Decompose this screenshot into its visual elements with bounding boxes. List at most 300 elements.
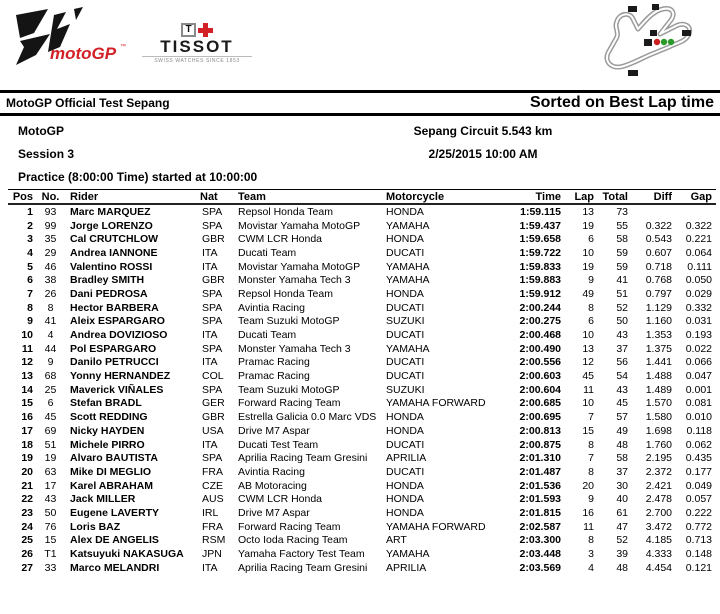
cell-nat: ITA: [202, 260, 218, 273]
sepang-circuit-map-icon: [594, 2, 716, 80]
tissot-mark-icon: [142, 22, 252, 38]
cell-gap: 0.031: [685, 315, 712, 328]
cell-lap: 13: [582, 342, 594, 355]
col-total: Total: [602, 190, 628, 203]
cell-rider: Pol ESPARGARO: [70, 342, 157, 355]
cell-total: 73: [616, 205, 628, 218]
cell-no: 17: [44, 479, 57, 492]
cell-time: 1:59.912: [519, 287, 561, 300]
cell-no: 19: [44, 452, 57, 465]
cell-gap: 0.050: [685, 274, 712, 287]
cell-pos: 26: [21, 548, 33, 561]
cell-lap: 6: [588, 315, 594, 328]
cell-rider: Andrea DOVIZIOSO: [70, 329, 168, 342]
cell-lap: 7: [588, 411, 594, 424]
cell-nat: SPA: [202, 452, 223, 465]
cell-gap: 0.081: [685, 397, 712, 410]
report-title: MotoGP Official Test Sepang: [6, 96, 170, 110]
cell-rider: Marc MARQUEZ: [70, 205, 151, 218]
cell-team: Movistar Yamaha MotoGP: [238, 260, 361, 273]
cell-team: Monster Yamaha Tech 3: [238, 274, 351, 287]
cell-no: 35: [44, 233, 57, 246]
cell-nat: SPA: [202, 342, 223, 355]
cell-motorcycle: YAMAHA FORWARD: [386, 520, 486, 533]
cell-total: 59: [616, 260, 628, 273]
datetime-label: 2/25/2015 10:00 AM: [428, 147, 538, 161]
cell-time: 2:00.603: [519, 370, 561, 383]
cell-lap: 45: [582, 370, 594, 383]
cell-total: 45: [616, 397, 628, 410]
motogp-logo-icon: [8, 5, 134, 77]
col-diff: Diff: [653, 190, 672, 203]
table-row: [8, 315, 716, 329]
cell-nat: SPA: [202, 301, 223, 314]
cell-gap: 0.332: [685, 301, 712, 314]
cell-no: 15: [44, 534, 57, 547]
cell-gap: 0.193: [685, 329, 712, 342]
cell-team: Monster Yamaha Tech 3: [238, 342, 351, 355]
cell-nat: SPA: [202, 219, 223, 232]
cell-nat: SPA: [202, 315, 223, 328]
cell-rider: Katsuyuki NAKASUGA: [70, 548, 184, 561]
cell-pos: 15: [21, 397, 33, 410]
table-row: [8, 369, 716, 383]
cell-lap: 8: [588, 438, 594, 451]
col-gap: Gap: [690, 190, 712, 203]
cell-pos: 3: [27, 233, 33, 246]
cell-diff: 0.768: [645, 274, 672, 287]
cell-rider: Aleix ESPARGARO: [70, 315, 165, 328]
cell-time: 2:01.310: [519, 452, 561, 465]
cell-team: Aprilia Racing Team Gresini: [238, 561, 368, 574]
col-team: Team: [238, 190, 266, 203]
practice-label: Practice (8:00:00 Time) started at 10:00:00: [18, 170, 258, 184]
cell-rider: Karel ABRAHAM: [70, 479, 154, 492]
cell-no: 99: [44, 219, 57, 232]
cell-motorcycle: HONDA: [386, 506, 424, 519]
cell-no: 93: [44, 205, 57, 218]
cell-time: 1:59.883: [519, 274, 561, 287]
cell-team: Repsol Honda Team: [238, 287, 333, 300]
table-row: [8, 451, 716, 465]
cell-total: 43: [616, 383, 628, 396]
cell-time: 2:00.490: [519, 342, 561, 355]
cell-team: Forward Racing Team: [238, 397, 341, 410]
cell-time: 2:01.487: [519, 465, 561, 478]
cell-gap: 0.118: [686, 424, 712, 437]
cell-team: Team Suzuki MotoGP: [238, 383, 340, 396]
cell-lap: 4: [588, 561, 594, 574]
cell-gap: 0.148: [685, 548, 712, 561]
cell-pos: 24: [21, 520, 33, 533]
cell-diff: 4.333: [645, 548, 672, 561]
cell-time: 2:00.468: [519, 329, 561, 342]
cell-lap: 10: [582, 246, 594, 259]
table-row: [8, 547, 716, 561]
table-row: [8, 479, 716, 493]
cell-team: Repsol Honda Team: [238, 205, 333, 218]
cell-no: 69: [44, 424, 57, 437]
cell-pos: 2: [27, 219, 33, 232]
cell-pos: 21: [21, 479, 33, 492]
cell-team: Pramac Racing: [238, 370, 310, 383]
cell-diff: 1.375: [645, 342, 672, 355]
cell-total: 37: [616, 465, 628, 478]
swiss-cross-icon: [198, 23, 213, 37]
cell-time: 2:03.569: [519, 561, 561, 574]
cell-gap: 0.010: [685, 411, 712, 424]
cell-lap: 11: [583, 520, 594, 533]
cell-gap: 0.022: [685, 342, 712, 355]
cell-team: Aprilia Racing Team Gresini: [238, 452, 368, 465]
cell-pos: 8: [27, 301, 33, 314]
cell-pos: 18: [21, 438, 33, 451]
cell-team: CWM LCR Honda: [238, 493, 323, 506]
table-row: [8, 287, 716, 301]
cell-pos: 27: [21, 561, 33, 574]
table-row: [8, 397, 716, 411]
cell-nat: ITA: [202, 561, 218, 574]
cell-nat: ITA: [202, 438, 218, 451]
cell-nat: FRA: [202, 520, 223, 533]
cell-lap: 7: [588, 452, 594, 465]
cell-no: 46: [44, 260, 57, 273]
cell-total: 56: [616, 356, 628, 369]
cell-motorcycle: HONDA: [386, 424, 424, 437]
table-row: [8, 410, 716, 424]
cell-no: 76: [44, 520, 57, 533]
table-header-row: [8, 189, 716, 205]
cell-diff: 1.488: [645, 370, 672, 383]
cell-lap: 3: [588, 548, 594, 561]
cell-motorcycle: DUCATI: [386, 301, 425, 314]
category-label: MotoGP: [18, 124, 64, 138]
cell-team: Drive M7 Aspar: [238, 506, 310, 519]
cell-no: 4: [47, 329, 54, 342]
cell-pos: 6: [27, 274, 33, 287]
cell-total: 43: [616, 329, 628, 342]
cell-diff: 4.454: [645, 561, 672, 574]
cell-total: 58: [616, 233, 628, 246]
cell-gap: 0.066: [685, 356, 712, 369]
col-lap: Lap: [574, 190, 594, 203]
cell-no: 26: [44, 287, 57, 300]
table-row: [8, 492, 716, 506]
cell-rider: Stefan BRADL: [70, 397, 142, 410]
cell-lap: 10: [582, 329, 594, 342]
cell-nat: IRL: [202, 506, 219, 519]
cell-rider: Marco MELANDRI: [70, 561, 160, 574]
cell-time: 2:01.593: [519, 493, 561, 506]
cell-motorcycle: APRILIA: [386, 452, 427, 465]
table-row: [8, 246, 716, 260]
cell-no: 6: [47, 397, 54, 410]
cell-lap: 15: [582, 424, 594, 437]
cell-pos: 13: [21, 370, 33, 383]
cell-lap: 8: [588, 534, 594, 547]
table-row: [8, 561, 716, 575]
cell-nat: GBR: [202, 411, 225, 424]
cell-pos: 9: [27, 315, 33, 328]
cell-time: 2:01.536: [519, 479, 561, 492]
cell-rider: Jack MILLER: [70, 493, 136, 506]
cell-team: AB Motoracing: [238, 479, 307, 492]
cell-total: 49: [616, 424, 628, 437]
cell-no: 41: [44, 315, 57, 328]
cell-no: 63: [44, 465, 57, 478]
cell-rider: Alex DE ANGELIS: [70, 534, 159, 547]
cell-pos: 22: [21, 493, 33, 506]
cell-total: 52: [616, 301, 628, 314]
cell-gap: 0.222: [685, 506, 712, 519]
cell-diff: 1.580: [645, 411, 672, 424]
cell-no: 43: [44, 493, 57, 506]
cell-pos: 25: [21, 534, 33, 547]
cell-total: 58: [616, 452, 628, 465]
cell-time: 2:01.815: [519, 506, 561, 519]
cell-time: 2:00.604: [519, 383, 561, 396]
cell-motorcycle: YAMAHA: [386, 260, 430, 273]
cell-pos: 1: [27, 205, 33, 218]
cell-total: 61: [616, 506, 628, 519]
cell-rider: Andrea IANNONE: [70, 246, 158, 259]
table-row: [8, 219, 716, 233]
cell-nat: AUS: [202, 493, 224, 506]
cell-time: 2:00.556: [519, 356, 561, 369]
cell-lap: 12: [582, 356, 594, 369]
cell-motorcycle: DUCATI: [386, 356, 425, 369]
cell-gap: 0.111: [687, 260, 712, 273]
cell-motorcycle: HONDA: [386, 287, 424, 300]
cell-time: 1:59.833: [519, 260, 561, 273]
cell-lap: 6: [588, 233, 594, 246]
cell-lap: 9: [588, 493, 594, 506]
cell-no: 45: [44, 411, 57, 424]
cell-team: Estrella Galicia 0.0 Marc VDS: [238, 411, 377, 424]
circuit-label: Sepang Circuit 5.543 km: [413, 124, 553, 138]
cell-team: Pramac Racing: [238, 356, 310, 369]
cell-pos: 16: [21, 411, 33, 424]
cell-total: 59: [616, 246, 628, 259]
cell-total: 48: [616, 438, 628, 451]
cell-nat: GBR: [202, 233, 225, 246]
logo-band: [0, 0, 720, 90]
cell-gap: 0.049: [685, 479, 712, 492]
cell-rider: Michele PIRRO: [70, 438, 145, 451]
table-row: [8, 232, 716, 246]
cell-diff: 1.160: [645, 315, 672, 328]
cell-time: 2:00.875: [519, 438, 561, 451]
table-row: [8, 342, 716, 356]
tissot-tagline: SWISS WATCHES SINCE 1853: [142, 56, 252, 64]
cell-diff: 0.543: [645, 233, 672, 246]
cell-motorcycle: DUCATI: [386, 329, 425, 342]
cell-total: 52: [616, 534, 628, 547]
cell-nat: ITA: [202, 356, 218, 369]
table-row: [8, 328, 716, 342]
cell-motorcycle: YAMAHA: [386, 548, 430, 561]
cell-time: 2:03.448: [519, 548, 561, 561]
cell-no: 44: [44, 342, 57, 355]
cell-rider: Maverick VIÑALES: [70, 383, 164, 396]
cell-team: Yamaha Factory Test Team: [238, 548, 365, 561]
table-row: [8, 424, 716, 438]
cell-pos: 19: [21, 452, 33, 465]
cell-gap: 0.001: [685, 383, 712, 396]
cell-motorcycle: YAMAHA: [386, 342, 430, 355]
cell-no: 33: [44, 561, 57, 574]
cell-total: 54: [616, 370, 628, 383]
cell-lap: 49: [582, 287, 594, 300]
table-row: [8, 520, 716, 534]
cell-time: 2:00.813: [519, 424, 561, 437]
cell-no: 9: [47, 356, 54, 369]
cell-team: Avintia Racing: [238, 465, 305, 478]
cell-lap: 8: [588, 465, 594, 478]
cell-motorcycle: DUCATI: [386, 246, 425, 259]
cell-total: 37: [616, 342, 628, 355]
cell-lap: 9: [588, 274, 594, 287]
cell-total: 57: [616, 411, 628, 424]
cell-rider: Nicky HAYDEN: [70, 424, 145, 437]
table-row: [8, 383, 716, 397]
cell-no: 38: [44, 274, 57, 287]
cell-pos: 5: [27, 260, 33, 273]
cell-gap: 0.772: [685, 520, 712, 533]
cell-diff: 1.570: [645, 397, 672, 410]
cell-nat: FRA: [202, 465, 223, 478]
cell-rider: Jorge LORENZO: [70, 219, 153, 232]
cell-gap: 0.064: [685, 246, 712, 259]
session-label: Session 3: [18, 147, 75, 161]
table-row: [8, 273, 716, 287]
cell-pos: 11: [21, 342, 33, 355]
cell-team: Drive M7 Aspar: [238, 424, 310, 437]
cell-gap: 0.177: [685, 465, 712, 478]
sort-order-title: Sorted on Best Lap time: [529, 94, 714, 111]
cell-diff: 3.472: [645, 520, 672, 533]
cell-no: 50: [44, 506, 57, 519]
cell-team: Octo Ioda Racing Team: [238, 534, 348, 547]
cell-pos: 12: [21, 356, 33, 369]
table-row: [8, 260, 716, 274]
cell-nat: JPN: [202, 548, 222, 561]
cell-motorcycle: DUCATI: [386, 370, 425, 383]
cell-diff: 2.372: [645, 465, 672, 478]
cell-rider: Eugene LAVERTY: [70, 506, 160, 519]
cell-diff: 0.718: [645, 260, 672, 273]
cell-diff: 1.441: [645, 356, 672, 369]
cell-diff: 1.129: [645, 301, 672, 314]
cell-team: Avintia Racing: [238, 301, 305, 314]
cell-gap: 0.057: [685, 493, 712, 506]
cell-nat: GER: [202, 397, 225, 410]
cell-pos: 20: [21, 465, 33, 478]
cell-gap: 0.029: [685, 287, 712, 300]
cell-diff: 0.607: [645, 246, 672, 259]
cell-diff: 1.353: [645, 329, 672, 342]
cell-lap: 13: [582, 205, 594, 218]
cell-motorcycle: YAMAHA: [386, 274, 430, 287]
cell-motorcycle: HONDA: [386, 205, 424, 218]
cell-nat: SPA: [202, 287, 223, 300]
cell-diff: 2.478: [645, 493, 672, 506]
cell-nat: ITA: [202, 246, 218, 259]
table-row: [8, 205, 716, 219]
tissot-t-icon: T: [181, 23, 196, 37]
cell-diff: 2.700: [645, 506, 672, 519]
cell-no: 25: [44, 383, 57, 396]
cell-nat: ITA: [202, 329, 218, 342]
cell-rider: Scott REDDING: [70, 411, 148, 424]
table-row: [8, 438, 716, 452]
table-row: [8, 465, 716, 479]
col-pos: Pos: [12, 190, 33, 203]
cell-motorcycle: ART: [386, 534, 407, 547]
col-time: Time: [535, 190, 561, 203]
cell-rider: Cal CRUTCHLOW: [70, 233, 159, 246]
session-info: [0, 116, 720, 189]
cell-time: 2:00.244: [519, 301, 561, 314]
cell-motorcycle: APRILIA: [386, 561, 427, 574]
tissot-name: TISSOT: [160, 37, 234, 56]
cell-lap: 10: [582, 397, 594, 410]
cell-diff: 4.185: [645, 534, 672, 547]
cell-rider: Hector BARBERA: [70, 301, 159, 314]
cell-diff: 1.760: [645, 438, 672, 451]
cell-gap: 0.121: [685, 561, 712, 574]
results-table: [0, 189, 720, 575]
cell-no: T1: [44, 548, 57, 561]
cell-motorcycle: YAMAHA: [386, 219, 430, 232]
status-lights-icon: [654, 39, 674, 45]
cell-time: 2:02.587: [519, 520, 561, 533]
tissot-logo: [142, 22, 252, 68]
cell-total: 41: [616, 274, 628, 287]
cell-pos: 10: [21, 329, 33, 342]
cell-nat: COL: [202, 370, 224, 383]
cell-diff: 0.797: [645, 287, 672, 300]
cell-rider: Valentino ROSSI: [70, 260, 153, 273]
cell-time: 1:59.722: [519, 246, 561, 259]
cell-diff: 1.489: [645, 383, 672, 396]
cell-motorcycle: SUZUKI: [386, 383, 425, 396]
cell-time: 1:59.658: [519, 233, 561, 246]
col-no: No.: [41, 190, 60, 203]
cell-total: 40: [616, 493, 628, 506]
cell-rider: Dani PEDROSA: [70, 287, 148, 300]
cell-motorcycle: HONDA: [386, 493, 424, 506]
cell-nat: CZE: [202, 479, 223, 492]
col-rider: Rider: [70, 190, 99, 203]
cell-rider: Yonny HERNANDEZ: [70, 370, 171, 383]
cell-pos: 17: [21, 424, 33, 437]
cell-no: 68: [44, 370, 57, 383]
cell-total: 30: [616, 479, 628, 492]
cell-no: 8: [47, 301, 54, 314]
cell-rider: Alvaro BAUTISTA: [70, 452, 158, 465]
table-row: [8, 301, 716, 315]
cell-rider: Danilo PETRUCCI: [70, 356, 159, 369]
table-row: [8, 534, 716, 548]
cell-gap: 0.062: [685, 438, 712, 451]
cell-total: 55: [616, 219, 628, 232]
cell-motorcycle: HONDA: [386, 479, 424, 492]
cell-pos: 4: [27, 246, 33, 259]
cell-pos: 23: [21, 506, 33, 519]
cell-lap: 19: [582, 219, 594, 232]
motogp-tm: ™: [120, 44, 126, 50]
